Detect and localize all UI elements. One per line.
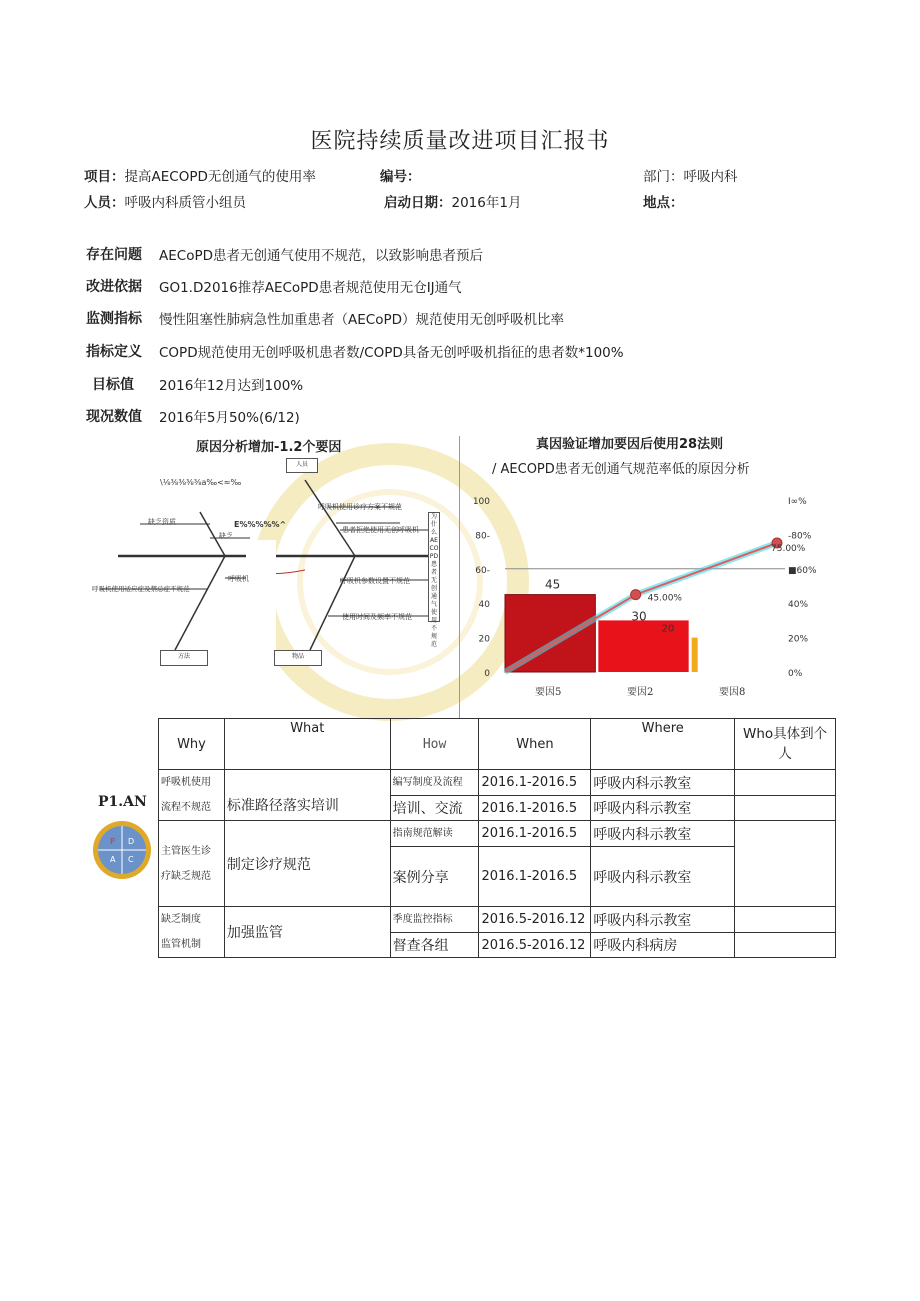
where-cell: 呼吸内科病房 bbox=[591, 933, 735, 958]
why-cell bbox=[159, 770, 225, 821]
fishbone-cause-params: 呼吸机参数设置不规范 bbox=[340, 577, 410, 585]
pdca-p: P bbox=[110, 837, 115, 846]
y-tick-label: 100 bbox=[472, 497, 490, 507]
table-row bbox=[159, 770, 836, 796]
pareto-right-axis bbox=[788, 497, 817, 679]
fishbone-diagram bbox=[100, 450, 460, 680]
why-line: 流程不规范 bbox=[161, 802, 211, 813]
header-who: Who具体到个人 bbox=[735, 719, 836, 770]
what-cell: 制定诊疗规范 bbox=[224, 821, 390, 907]
how-cell: 培训、交流 bbox=[390, 796, 479, 821]
when-cell: 2016.1-2016.5 bbox=[479, 770, 591, 796]
what-cell: 标准路径落实培训 bbox=[224, 770, 390, 821]
who-cell bbox=[735, 933, 836, 958]
plan-header-row bbox=[159, 719, 836, 770]
bar-value-label: 45 bbox=[545, 577, 561, 592]
people-value: 呼吸内科质管小组员 bbox=[124, 195, 246, 211]
y2-tick-label: 40% bbox=[788, 600, 809, 611]
y2-tick-label: 20% bbox=[788, 634, 809, 645]
fishbone-cause-indication: 呼吸机使用适应症及禁忌症不规范 bbox=[92, 585, 190, 593]
basis-value: GO1.D2016推荐AECoPD患者规范使用无仓IJ通气 bbox=[159, 280, 462, 296]
fishbone-cause-time: 使用时间及频率不规范 bbox=[342, 613, 412, 621]
how-cell: 督查各组 bbox=[390, 933, 479, 958]
fishbone-garbled-top: \⅛⅜⅜⅜⅜a‰<≈‰ bbox=[160, 478, 242, 487]
place-label: 地点： bbox=[643, 195, 684, 211]
header-what: What bbox=[224, 719, 390, 770]
y2-tick-label: ■60% bbox=[788, 565, 817, 576]
target-value: 2016年12月达到100% bbox=[159, 378, 304, 394]
what-cell: 加强监管 bbox=[224, 907, 390, 958]
pareto-categories bbox=[535, 686, 745, 698]
pareto-subtitle: / AECOPD患者无创通气规范率低的原因分析 bbox=[492, 462, 750, 477]
project-field bbox=[84, 165, 316, 185]
how-cell: 指南规范解读 bbox=[390, 821, 479, 847]
start-label: 启动日期： bbox=[384, 195, 452, 211]
when-cell: 2016.1-2016.5 bbox=[479, 821, 591, 847]
pdca-a: A bbox=[110, 855, 116, 864]
number-label: 编号： bbox=[380, 169, 421, 185]
target-label: 目标值 bbox=[92, 377, 134, 393]
why-line: 缺乏制度 bbox=[161, 914, 201, 925]
indicator-value: 慢性阻塞性肺病急性加重患者（AECoPD）规范使用无创呼吸机比率 bbox=[159, 312, 564, 328]
indicator-label: 监测指标 bbox=[86, 311, 142, 327]
how-cell: 季度监控指标 bbox=[390, 907, 479, 933]
header-when: When bbox=[479, 719, 591, 770]
page-title: 医院持续质量改进项目汇报书 bbox=[310, 129, 610, 154]
bar bbox=[692, 638, 698, 672]
bar bbox=[505, 595, 595, 672]
dept-value: 呼吸内科 bbox=[683, 169, 738, 185]
where-cell: 呼吸内科示教室 bbox=[591, 770, 735, 796]
fishbone-cause-refuse: 患者拒绝使用无创呼吸机 bbox=[342, 526, 419, 534]
why-line: 监管机制 bbox=[161, 939, 201, 950]
start-value: 2016年1月 bbox=[451, 195, 522, 211]
bar bbox=[598, 620, 688, 672]
basis-label: 改进依据 bbox=[86, 279, 142, 295]
why-line: 主管医生诊 bbox=[161, 845, 211, 857]
table-row bbox=[159, 821, 836, 847]
definition-label: 指标定义 bbox=[86, 344, 142, 360]
plan-label: P1.AN bbox=[98, 794, 147, 810]
when-cell: 2016.5-2016.12 bbox=[479, 933, 591, 958]
problem-label: 存在问题 bbox=[86, 247, 142, 263]
y2-tick-label: I∞% bbox=[788, 497, 807, 507]
fishbone-garbled-mid: E%%%%%^ bbox=[234, 520, 287, 529]
where-cell: 呼吸内科示教室 bbox=[591, 821, 735, 847]
y-tick-label: 60- bbox=[475, 565, 490, 576]
why-cell bbox=[159, 907, 225, 958]
who-cell bbox=[735, 907, 836, 933]
where-cell: 呼吸内科示教室 bbox=[591, 847, 735, 907]
project-value: 提高AECOPD无创通气的使用率 bbox=[124, 169, 316, 185]
pareto-chart bbox=[460, 480, 820, 705]
fishbone-head-box: 为什么AECOPD患者无创通气使用不规范 bbox=[429, 513, 439, 648]
y-tick-label: 40 bbox=[478, 600, 490, 611]
category-label: 要因5 bbox=[535, 687, 562, 698]
fishbone-title: 原因分析增加-1.2个要因 bbox=[196, 440, 342, 455]
y2-tick-label: 0% bbox=[788, 669, 803, 679]
y-tick-label: 0 bbox=[484, 669, 490, 679]
dept-field bbox=[643, 165, 738, 185]
bar-value-label: 30 bbox=[631, 609, 647, 624]
fishbone-cause-plan: 呼吸机使用诊疗方案不规范 bbox=[318, 503, 402, 511]
people-label: 人员： bbox=[84, 195, 125, 211]
y-tick-label: 20 bbox=[478, 634, 490, 645]
definition-value: COPD规范使用无创呼吸机患者数/COPD具备无创呼吸机指征的患者数*100% bbox=[159, 345, 624, 361]
how-cell: 编写制度及流程 bbox=[390, 770, 479, 796]
who-cell bbox=[735, 770, 836, 796]
y-tick-label: 80- bbox=[475, 531, 490, 542]
header-how: How bbox=[390, 719, 479, 770]
pdca-cycle-icon bbox=[92, 820, 152, 880]
why-line: 疗缺乏规范 bbox=[161, 870, 211, 882]
where-cell: 呼吸内科示教室 bbox=[591, 907, 735, 933]
fishbone-cause-lack-qualification: 缺乏资质 bbox=[148, 518, 176, 526]
when-cell: 2016.1-2016.5 bbox=[479, 796, 591, 821]
pareto-left-axis bbox=[473, 497, 490, 679]
category-label: 要因2 bbox=[627, 687, 654, 698]
y2-tick-label: -80% bbox=[788, 531, 812, 542]
fishbone-method-box: 方法 bbox=[160, 650, 208, 666]
when-cell: 2016.5-2016.12 bbox=[479, 907, 591, 933]
who-cell bbox=[735, 821, 836, 907]
header-where: Where bbox=[591, 719, 735, 770]
cumulative-point bbox=[631, 590, 641, 600]
fishbone-cause-ventilator: 呼吸机 bbox=[228, 575, 249, 583]
why-cell bbox=[159, 821, 225, 907]
people-field bbox=[84, 191, 246, 211]
header-why: Why bbox=[159, 719, 225, 770]
cumulative-point-label: 45.00% bbox=[647, 593, 682, 604]
pareto-title: 真因验证增加要因后使用28法则 bbox=[536, 437, 724, 452]
pdca-c: C bbox=[128, 855, 134, 864]
current-value: 2016年5月50%(6/12) bbox=[159, 410, 300, 426]
dept-label: 部门： bbox=[643, 169, 684, 185]
who-cell bbox=[735, 796, 836, 821]
problem-value: AECoPD患者无创通气使用不规范，以致影响患者预后 bbox=[159, 248, 483, 264]
cumulative-point-label: 75.00% bbox=[771, 544, 806, 554]
fishbone-cause-lack: 缺乏 bbox=[219, 532, 233, 540]
fishbone-people-box: 人员 bbox=[286, 458, 318, 473]
table-row bbox=[159, 907, 836, 933]
how-cell: 案例分享 bbox=[390, 847, 479, 907]
current-label: 现况数值 bbox=[86, 409, 142, 425]
start-field bbox=[384, 191, 521, 211]
fishbone-material-box: 物品 bbox=[274, 650, 322, 666]
project-label: 项目： bbox=[84, 169, 125, 185]
when-cell: 2016.1-2016.5 bbox=[479, 847, 591, 907]
category-label: 要因8 bbox=[719, 687, 746, 698]
plan-table bbox=[158, 718, 836, 958]
why-line: 呼吸机使用 bbox=[161, 777, 211, 788]
where-cell: 呼吸内科示教室 bbox=[591, 796, 735, 821]
bar-value-label: 20 bbox=[661, 623, 675, 635]
pdca-d: D bbox=[128, 837, 135, 846]
